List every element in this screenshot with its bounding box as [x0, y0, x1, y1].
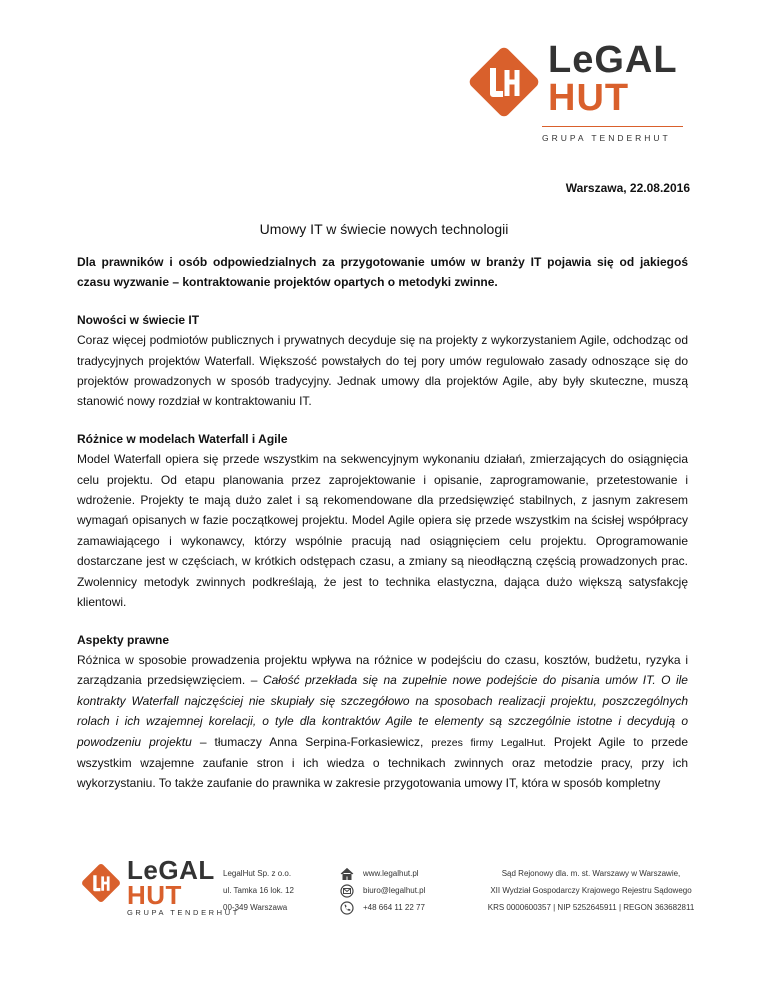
company-city: 00-349 Warszawa	[223, 903, 288, 912]
email-icon	[340, 884, 354, 898]
footer-contact	[363, 865, 425, 916]
paragraph-text: Projekt Agile to przede wszystkim wzajemne zaufanie stron i ich wiedza o technikach zwinnych oraz metodzie pracy, przy ich wykorzystaniu. To także zaufanie do prawnika w zakresie przygotowania umowy IT, która w sposób kompletny	[77, 734, 688, 791]
registry-court: Sąd Rejonowy dla. m. st. Warszawy w Warszawie,	[501, 869, 681, 878]
phone-number: +48 664 11 22 77	[363, 903, 425, 912]
section-heading: Nowości w świecie IT	[77, 312, 200, 327]
logo-tagline: GRUPA TENDERHUT	[542, 133, 671, 143]
paragraph-text: Różnica w sposobie prowadzenia projektu wpływa na różnice w podejściu do czasu, kosztów, budżetu, ryzyka i zarządzania przedsięwzięciem. –	[77, 652, 688, 688]
document-body	[77, 252, 688, 794]
company-street: ul. Tamka 16 lok. 12	[223, 886, 295, 895]
legalhut-mark-icon	[80, 862, 122, 904]
logo-word-hut: HUT	[127, 880, 182, 910]
phone-icon	[340, 901, 354, 915]
logo-divider	[542, 126, 683, 127]
section-paragraph: Model Waterfall opiera się przede wszystkim na sekwencyjnym wykonaniu działań, zmierzających do osiągnięcia celu projektu. Od etapu planowania przez zaprojektowanie i opisanie, zaprogramowanie, przetestowanie i wdrożenie. Projekty te mają dużo zalet i są rekomendowane dla przedsięwzięć stabilnych, z jasnym zakresem wymagań opisanych w fazie początkowej projektu. Model Agile opiera się przede wszystkim na ścisłej współpracy zamawiającego i wykonawcy, którzy wspólnie pracują nad osiągnięciem celu projektu. Oprogramowanie dostarczane jest w częściach, w krótkich odstępach czasu, a zmiany są nieodłączną częścią prowadzonych prac. Zwolennicy metodyk zwinnych podkreślają, że jest to technika elastyczna, dająca dużo większą satysfakcję klientowi.	[77, 452, 688, 610]
logo-word-hut: HUT	[548, 77, 630, 119]
section-paragraph	[77, 650, 688, 794]
logo-word-legal: LeGAL	[548, 39, 678, 81]
section-paragraph: Coraz więcej podmiotów publicznych i prywatnych decyduje się na projekty z wykorzystaniem Agile, odchodząc od tradycyjnych projektów Waterfall. Większość powstałych do tej pory umów regulowało zasady odnoszące się do projektów prowadzonych w sposób tradycyjny. Jednak umowy dla projektów Agile, aby były skuteczne, muszą stanowić nowy rozdział w kontraktowaniu IT.	[77, 333, 688, 409]
brand-logo	[466, 39, 686, 143]
company-name: LegalHut Sp. z o.o.	[223, 869, 292, 878]
logo-word-legal: LeGAL	[127, 855, 215, 885]
footer-registry	[474, 865, 708, 916]
attribution-text: – tłumaczy Anna Serpina-Forkasiewicz,	[191, 734, 432, 749]
page-footer	[0, 855, 768, 928]
quote-text: Całość przekłada się na zupełnie nowe podejście do pisania umów IT. O ile kontrakty Waterfall najczęściej nie skupiały się szczegółowo na sposobach realizacji projektu, poszczególnych rolach i ich wzajemnej korelacji, o tyle dla kontraktów Agile te elementy są szczególnie istotne i decydują o powodzeniu projektu	[77, 673, 688, 749]
lead-paragraph: Dla prawników i osób odpowiedzialnych za przygotowanie umów w branży IT pojawia się od jakiegoś czasu wyzwanie – kontraktowanie projektów opartych o metodyki zwinne.	[77, 255, 688, 290]
document-title: Umowy IT w świecie nowych technologii	[259, 221, 509, 237]
website-link[interactable]: www.legalhut.pl	[363, 869, 419, 878]
footer-company	[223, 865, 294, 916]
attribution-role: prezes firmy LegalHut.	[431, 736, 546, 749]
registry-numbers: KRS 0000600357 | NIP 5252645911 | REGON 363682811	[487, 903, 695, 912]
footer-logo	[80, 855, 240, 928]
legalhut-mark-icon	[466, 44, 542, 120]
logo-tagline: GRUPA TENDERHUT	[127, 908, 240, 917]
section-heading: Aspekty prawne	[77, 632, 170, 647]
home-icon	[340, 867, 354, 881]
document-date: Warszawa, 22.08.2016	[565, 181, 690, 195]
registry-department: XII Wydział Gospodarczy Krajowego Rejestru Sądowego	[490, 886, 692, 895]
email-link[interactable]: biuro@legalhut.pl	[363, 886, 426, 895]
section-heading: Różnice w modelach Waterfall i Agile	[77, 431, 288, 446]
